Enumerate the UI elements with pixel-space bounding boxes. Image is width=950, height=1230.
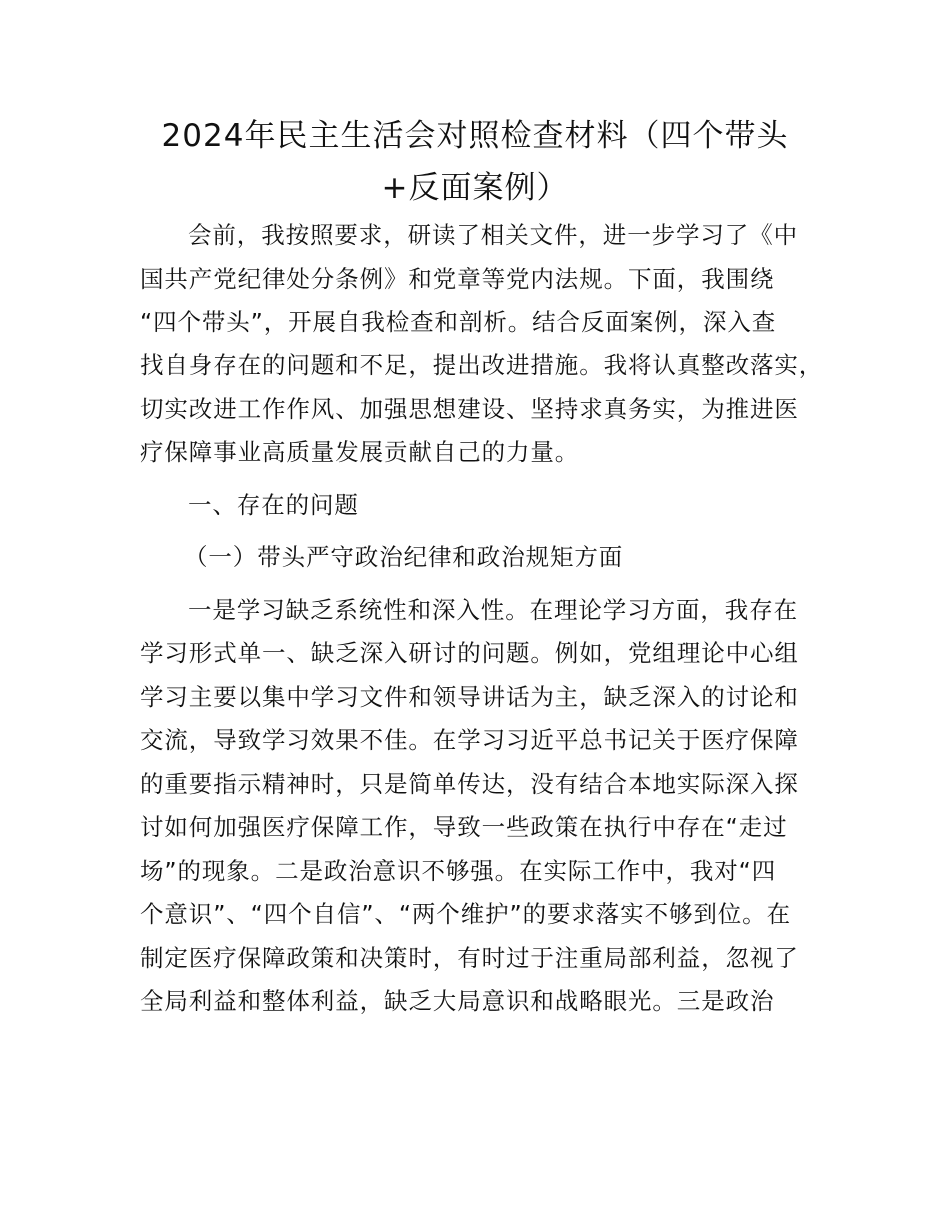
body-line-2: 学习形式单一、缺乏深入研讨的问题。例如，党组理论中心组: [140, 639, 799, 667]
intro-line-6: 疗保障事业高质量发展贡献自己的力量。: [140, 438, 580, 466]
body-line-7: 场”的现象。二是政治意识不够强。在实际工作中，我对“四: [140, 857, 777, 885]
intro-line-2: 国共产党纪律处分条例》和党章等党内法规。下面，我围绕: [140, 265, 775, 293]
body-line-10: 全局利益和整体利益，缺乏大局意识和战略眼光。三是政治: [140, 987, 775, 1015]
title-line-1: 2024年民主生活会对照检查材料（四个带头: [161, 118, 789, 154]
title-line-2: +反面案例）: [381, 170, 569, 206]
section-heading: 一、存在的问题: [188, 491, 359, 519]
subsection-heading: （一）带头严守政治纪律和政治规矩方面: [184, 543, 624, 571]
body-line-3: 学习主要以集中学习文件和领导讲话为主，缺乏深入的讨论和: [140, 683, 799, 711]
intro-line-4: 找自身存在的问题和不足，提出改进措施。我将认真整改落实，: [140, 351, 824, 379]
body-line-1: 一是学习缺乏系统性和深入性。在理论学习方面，我存在: [188, 596, 798, 624]
body-line-8: 个意识”、“四个自信”、“两个维护”的要求落实不够到位。在: [140, 900, 791, 928]
document-title: [140, 110, 810, 214]
intro-line-1: 会前，我按照要求，研读了相关文件，进一步学习了《中: [188, 221, 798, 249]
body-line-9: 制定医疗保障政策和决策时，有时过于注重局部利益，忽视了: [140, 944, 799, 972]
body-line-5: 的重要指示精神时，只是简单传达，没有结合本地实际深入探: [140, 770, 799, 798]
body-line-4: 交流，导致学习效果不佳。在学习习近平总书记关于医疗保障: [140, 726, 799, 754]
intro-line-5: 切实改进工作作风、加强思想建设、坚持求真务实，为推进医: [140, 395, 799, 423]
body-line-6: 讨如何加强医疗保障工作，导致一些政策在执行中存在“走过: [140, 813, 788, 841]
intro-line-3: “四个带头”，开展自我检查和剖析。结合反面案例，深入查: [140, 308, 777, 336]
